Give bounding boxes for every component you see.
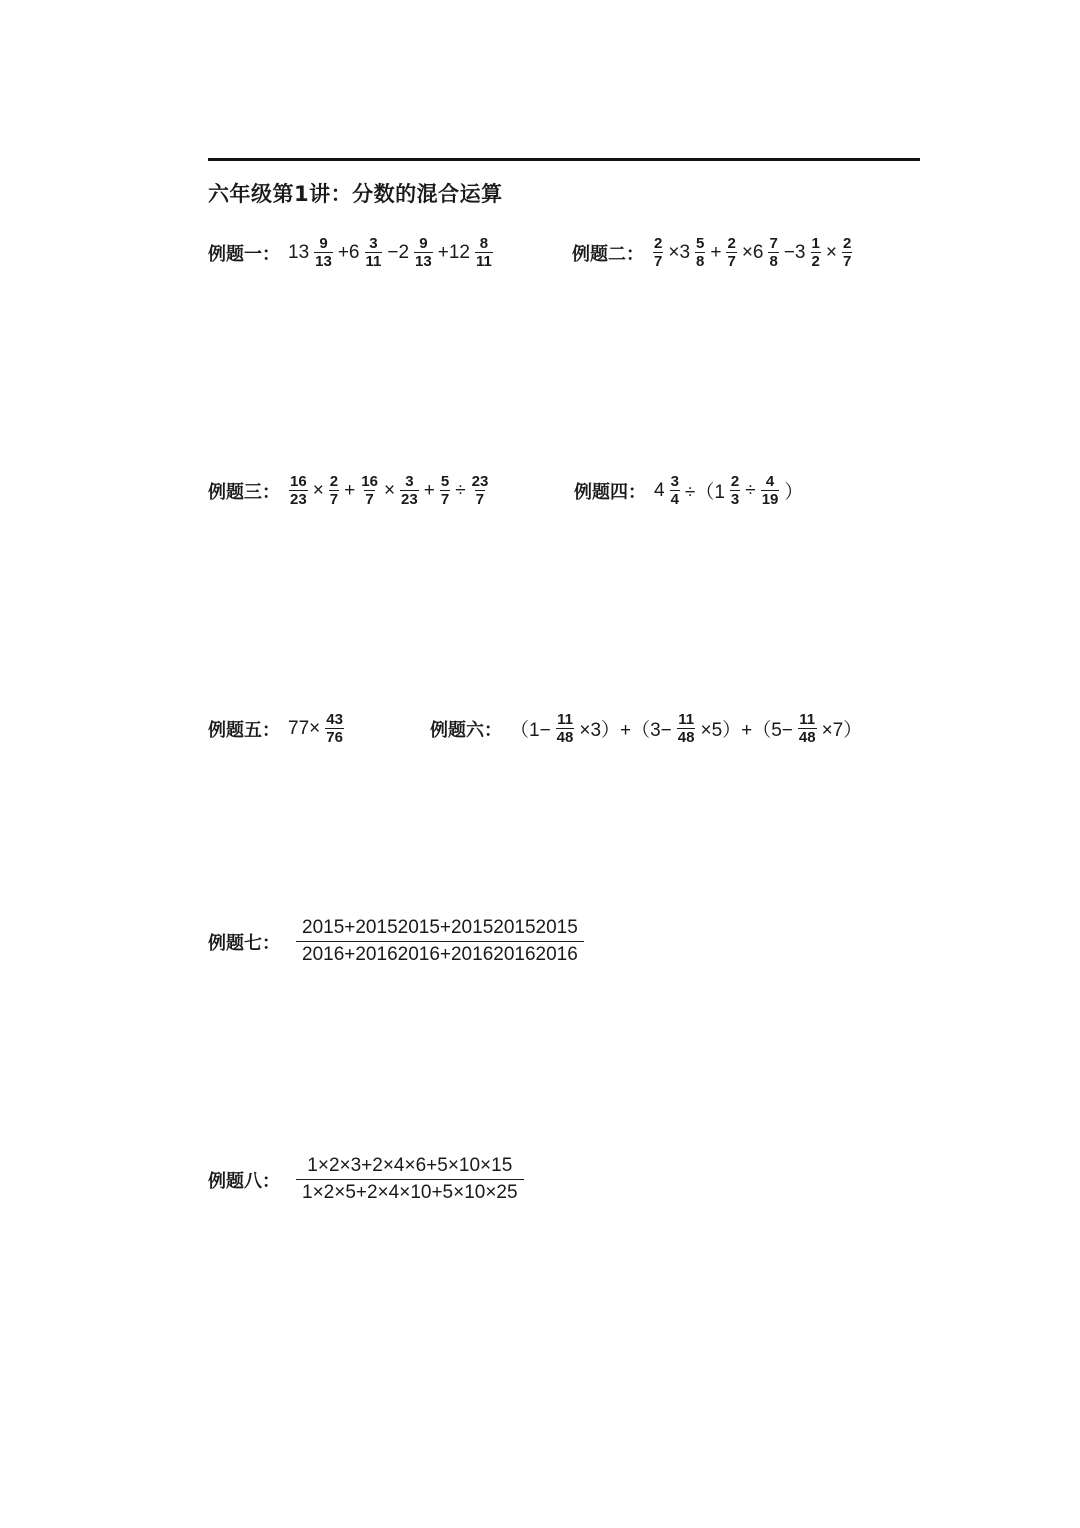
expression-text: 77× bbox=[288, 717, 321, 739]
fraction bbox=[653, 236, 663, 269]
fraction-numerator: 1×2×3+2×4×6+5×10×15 bbox=[307, 1155, 513, 1176]
fraction bbox=[289, 474, 308, 507]
expression-text: 13 bbox=[288, 241, 310, 263]
example-7 bbox=[208, 916, 584, 967]
fraction-numerator: 2 bbox=[727, 235, 736, 252]
fraction bbox=[670, 474, 680, 507]
fraction-denominator: 48 bbox=[798, 729, 816, 746]
fraction-numerator: 9 bbox=[419, 235, 428, 252]
fraction bbox=[414, 236, 433, 269]
expression-text: + bbox=[344, 479, 356, 501]
fraction bbox=[726, 236, 736, 269]
example-1 bbox=[208, 236, 496, 269]
fraction-denominator: 7 bbox=[329, 491, 339, 508]
fraction-denominator: 76 bbox=[326, 729, 343, 746]
fraction bbox=[768, 236, 778, 269]
expression-text: ÷（1 bbox=[684, 482, 725, 503]
example-label: 例题六： bbox=[430, 719, 502, 741]
fraction-denominator: 2016+20162016+201620162016 bbox=[296, 941, 584, 967]
fraction-numerator: 2 bbox=[654, 235, 663, 252]
example-label: 例题七： bbox=[208, 932, 280, 954]
fraction-denominator: 11 bbox=[365, 253, 382, 270]
fraction-numerator: 11 bbox=[799, 711, 816, 728]
fraction-numerator: 16 bbox=[290, 473, 307, 490]
fraction-numerator: 4 bbox=[765, 473, 775, 490]
fraction bbox=[556, 712, 575, 745]
fraction-denominator: 2 bbox=[811, 253, 820, 270]
fraction-denominator: 8 bbox=[769, 253, 778, 270]
fraction-numerator: 5 bbox=[440, 473, 450, 490]
example-expression bbox=[650, 236, 855, 269]
fraction-numerator: 9 bbox=[319, 235, 328, 252]
fraction bbox=[475, 236, 493, 269]
fraction-numerator: 11 bbox=[678, 711, 695, 728]
example-expression bbox=[286, 474, 492, 507]
fraction bbox=[440, 474, 450, 507]
expression-text: ÷ bbox=[745, 479, 756, 501]
fraction-denominator: 3 bbox=[730, 491, 740, 508]
fraction bbox=[471, 474, 490, 507]
example-expression bbox=[508, 712, 864, 745]
example-expression bbox=[652, 474, 805, 507]
example-6 bbox=[430, 712, 864, 745]
example-label: 例题五： bbox=[208, 719, 280, 741]
fraction-numerator: 2 bbox=[730, 473, 740, 490]
expression-text: −2 bbox=[387, 241, 410, 263]
fraction-numerator: 8 bbox=[479, 235, 489, 252]
fraction bbox=[695, 236, 705, 269]
fraction-numerator: 3 bbox=[369, 235, 378, 252]
fraction-numerator: 2 bbox=[329, 473, 339, 490]
fraction-denominator: 19 bbox=[761, 491, 779, 508]
fraction bbox=[761, 474, 780, 507]
example-8 bbox=[208, 1154, 524, 1205]
fraction bbox=[360, 474, 379, 507]
fraction-denominator: 8 bbox=[696, 253, 705, 270]
example-2 bbox=[572, 236, 855, 269]
expression-text: +6 bbox=[337, 241, 360, 263]
expression-text: + bbox=[423, 479, 435, 501]
fraction bbox=[365, 236, 383, 269]
fraction-denominator: 48 bbox=[556, 729, 574, 746]
fraction-denominator: 23 bbox=[401, 491, 418, 508]
expression-text: ×3 bbox=[668, 241, 691, 263]
fraction-numerator: 16 bbox=[361, 473, 378, 490]
example-label: 例题一： bbox=[208, 243, 280, 265]
example-expression bbox=[286, 712, 347, 745]
fraction bbox=[842, 236, 852, 269]
example-label: 例题三： bbox=[208, 481, 280, 503]
fraction-denominator: 7 bbox=[842, 253, 852, 270]
fraction-denominator: 7 bbox=[365, 491, 374, 508]
fraction-numerator: 2015+20152015+201520152015 bbox=[302, 917, 578, 938]
example-5 bbox=[208, 712, 347, 745]
fraction-numerator: 43 bbox=[326, 711, 343, 728]
fraction-denominator: 1×2×5+2×4×10+5×10×25 bbox=[296, 1179, 524, 1205]
fraction-denominator: 48 bbox=[677, 729, 695, 746]
header-rule bbox=[208, 158, 920, 161]
fraction-denominator: 11 bbox=[475, 253, 492, 270]
fraction-numerator: 7 bbox=[769, 235, 778, 252]
expression-text: +12 bbox=[437, 241, 470, 263]
expression-text: 4 bbox=[654, 479, 665, 501]
fraction bbox=[400, 474, 419, 507]
expression-text: + bbox=[710, 241, 722, 263]
fraction bbox=[314, 236, 333, 269]
expression-text: ×6 bbox=[741, 241, 764, 263]
fraction-denominator: 7 bbox=[440, 491, 450, 508]
example-4 bbox=[574, 474, 805, 507]
expression-text: ） bbox=[784, 482, 804, 503]
fraction bbox=[325, 712, 344, 745]
example-label: 例题四： bbox=[574, 481, 646, 503]
large-fraction bbox=[296, 916, 584, 967]
fraction-numerator: 2 bbox=[842, 235, 852, 252]
page-title: 六年级第1讲：分数的混合运算 bbox=[208, 182, 503, 206]
expression-text: × bbox=[825, 241, 837, 263]
fraction-denominator: 4 bbox=[670, 491, 679, 508]
fraction bbox=[677, 712, 696, 745]
fraction-numerator: 3 bbox=[670, 473, 679, 490]
expression-text: ×3）+（3− bbox=[579, 720, 672, 741]
expression-text: ÷ bbox=[455, 479, 466, 501]
fraction-denominator: 7 bbox=[654, 253, 663, 270]
fraction-denominator: 7 bbox=[727, 253, 736, 270]
expression-text: （1− bbox=[510, 720, 551, 741]
expression-text: × bbox=[312, 479, 324, 501]
fraction-numerator: 11 bbox=[557, 711, 573, 728]
fraction bbox=[798, 712, 817, 745]
fraction-denominator: 23 bbox=[290, 491, 307, 508]
fraction-denominator: 13 bbox=[415, 253, 432, 270]
expression-text: ×5）+（5− bbox=[700, 720, 793, 741]
fraction-denominator: 7 bbox=[475, 491, 485, 508]
example-expression bbox=[286, 236, 496, 269]
fraction-numerator: 5 bbox=[696, 235, 705, 252]
fraction bbox=[329, 474, 339, 507]
fraction-numerator: 3 bbox=[405, 473, 414, 490]
example-3 bbox=[208, 474, 492, 507]
large-fraction bbox=[296, 1154, 524, 1205]
example-label: 例题八： bbox=[208, 1170, 280, 1192]
fraction bbox=[730, 474, 740, 507]
fraction-numerator: 23 bbox=[471, 473, 489, 490]
expression-text: −3 bbox=[783, 241, 806, 263]
fraction bbox=[811, 236, 821, 269]
example-label: 例题二： bbox=[572, 243, 644, 265]
expression-text: × bbox=[383, 479, 396, 501]
fraction-numerator: 1 bbox=[811, 235, 820, 252]
expression-text: ×7） bbox=[821, 720, 863, 741]
fraction-denominator: 13 bbox=[315, 253, 332, 270]
